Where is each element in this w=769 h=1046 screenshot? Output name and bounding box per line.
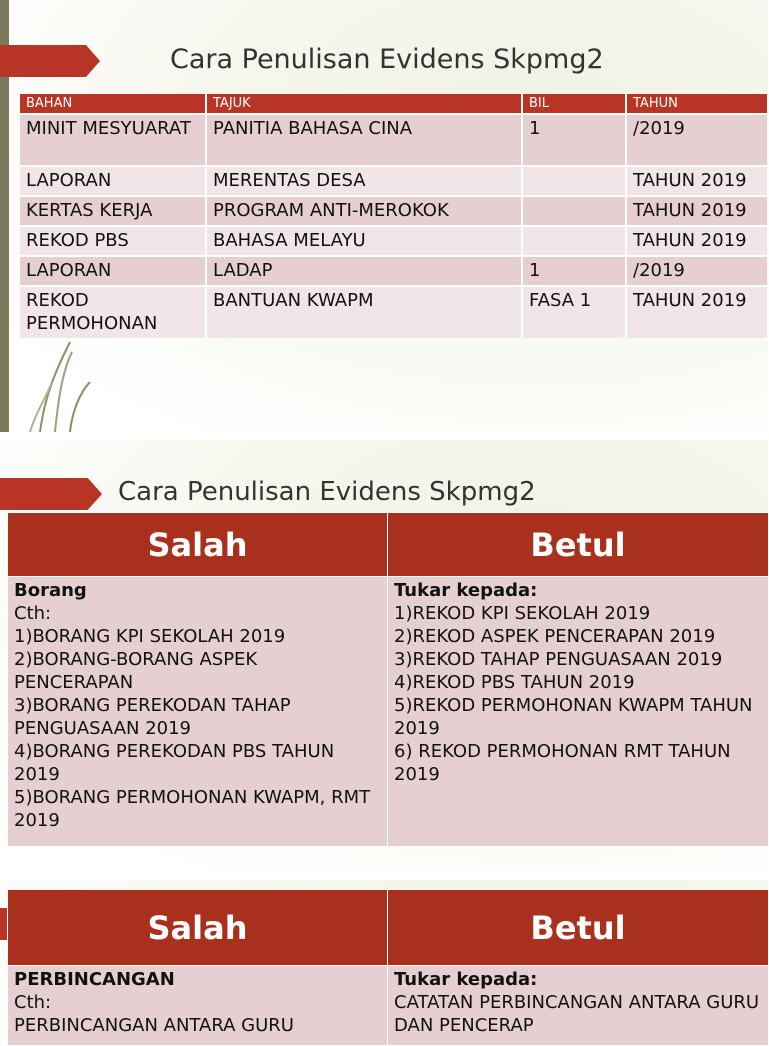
salah-line: PERBINCANGAN ANTARA GURU — [14, 1015, 294, 1036]
header-bil: BIL — [522, 94, 626, 114]
cell-bil — [522, 226, 626, 256]
cell-bahan: REKOD PERMOHONAN — [20, 286, 206, 338]
header-tajuk: TAJUK — [206, 94, 522, 114]
betul-header: Betul — [388, 890, 769, 966]
slide-1-title: Cara Penulisan Evidens Skpmg2 — [170, 44, 604, 75]
cell-bahan: LAPORAN — [20, 256, 206, 286]
cell-bil: 1 — [522, 256, 626, 286]
salah-cell — [8, 577, 388, 847]
salah-line: Cth: — [14, 992, 52, 1013]
cell-bahan: KERTAS KERJA — [20, 196, 206, 226]
cell-bil — [522, 196, 626, 226]
salah-line: 1)BORANG KPI SEKOLAH 2019 — [14, 626, 286, 647]
salah-line: 3)BORANG PEREKODAN TAHAP PENGUASAAN 2019 — [14, 695, 291, 739]
salah-line: 5)BORANG PERMOHONAN KWAPM, RMT 2019 — [14, 787, 371, 831]
compare-body-row — [8, 966, 769, 1046]
compare-body-row — [8, 577, 769, 847]
cell-tahun: /2019 — [626, 256, 768, 286]
compare-header-row — [8, 513, 769, 577]
salah-cell — [8, 966, 388, 1046]
table-row — [20, 226, 768, 256]
betul-cell — [388, 966, 769, 1046]
table-row — [20, 256, 768, 286]
header-tahun: TAHUN — [626, 94, 768, 114]
cell-tahun: /2019 — [626, 114, 768, 166]
cell-tajuk: MERENTAS DESA — [206, 166, 522, 196]
salah-label: PERBINCANGAN — [14, 969, 175, 990]
cell-bahan: LAPORAN — [20, 166, 206, 196]
betul-line: 3)REKOD TAHAP PENGUASAAN 2019 — [394, 649, 723, 670]
salah-label: Borang — [14, 580, 87, 601]
salah-line: 4)BORANG PEREKODAN PBS TAHUN 2019 — [14, 741, 335, 785]
evidence-table — [20, 94, 769, 338]
cell-tahun: TAHUN 2019 — [626, 166, 768, 196]
table-header-row — [20, 94, 768, 114]
table-row — [20, 196, 768, 226]
slide-2-title: Cara Penulisan Evidens Skpmg2 — [118, 477, 536, 507]
title-arrow — [0, 478, 102, 510]
betul-line: 6) REKOD PERMOHONAN RMT TAHUN 2019 — [394, 741, 731, 785]
cell-tajuk: PROGRAM ANTI-MEROKOK — [206, 196, 522, 226]
betul-line: 2)REKOD ASPEK PENCERAPAN 2019 — [394, 626, 716, 647]
cell-tahun: TAHUN 2019 — [626, 226, 768, 256]
betul-header: Betul — [388, 513, 769, 577]
betul-line: 1)REKOD KPI SEKOLAH 2019 — [394, 603, 651, 624]
table-row — [20, 166, 768, 196]
salah-header: Salah — [8, 890, 388, 966]
betul-cell — [388, 577, 769, 847]
slide-2 — [0, 440, 768, 870]
table-row — [20, 286, 768, 338]
slide-1 — [0, 0, 768, 432]
salah-line: 2)BORANG-BORANG ASPEK PENCERAPAN — [14, 649, 258, 693]
salah-header: Salah — [8, 513, 388, 577]
cell-tajuk: PANITIA BAHASA CINA — [206, 114, 522, 166]
table-row — [20, 114, 768, 166]
cell-tajuk: LADAP — [206, 256, 522, 286]
cell-tahun: TAHUN 2019 — [626, 196, 768, 226]
cell-bil: FASA 1 — [522, 286, 626, 338]
betul-label: Tukar kepada: — [394, 580, 538, 601]
compare-header-row — [8, 890, 769, 966]
cell-bil: 1 — [522, 114, 626, 166]
betul-line: CATATAN PERBINCANGAN ANTARA GURU DAN PENCERAP — [394, 992, 760, 1036]
betul-line: 5)REKOD PERMOHONAN KWAPM TAHUN 2019 — [394, 695, 753, 739]
cell-tahun: TAHUN 2019 — [626, 286, 768, 338]
slide-3 — [0, 880, 768, 1036]
compare-table — [7, 889, 769, 1046]
cell-tajuk: BAHASA MELAYU — [206, 226, 522, 256]
cell-bil — [522, 166, 626, 196]
cell-bahan: REKOD PBS — [20, 226, 206, 256]
title-arrow — [0, 45, 100, 77]
betul-line: 4)REKOD PBS TAHUN 2019 — [394, 672, 635, 693]
header-bahan: BAHAN — [20, 94, 206, 114]
salah-line: Cth: — [14, 603, 52, 624]
cell-bahan: MINIT MESYUARAT — [20, 114, 206, 166]
compare-table — [7, 512, 769, 847]
betul-label: Tukar kepada: — [394, 969, 538, 990]
cell-tajuk: BANTUAN KWAPM — [206, 286, 522, 338]
